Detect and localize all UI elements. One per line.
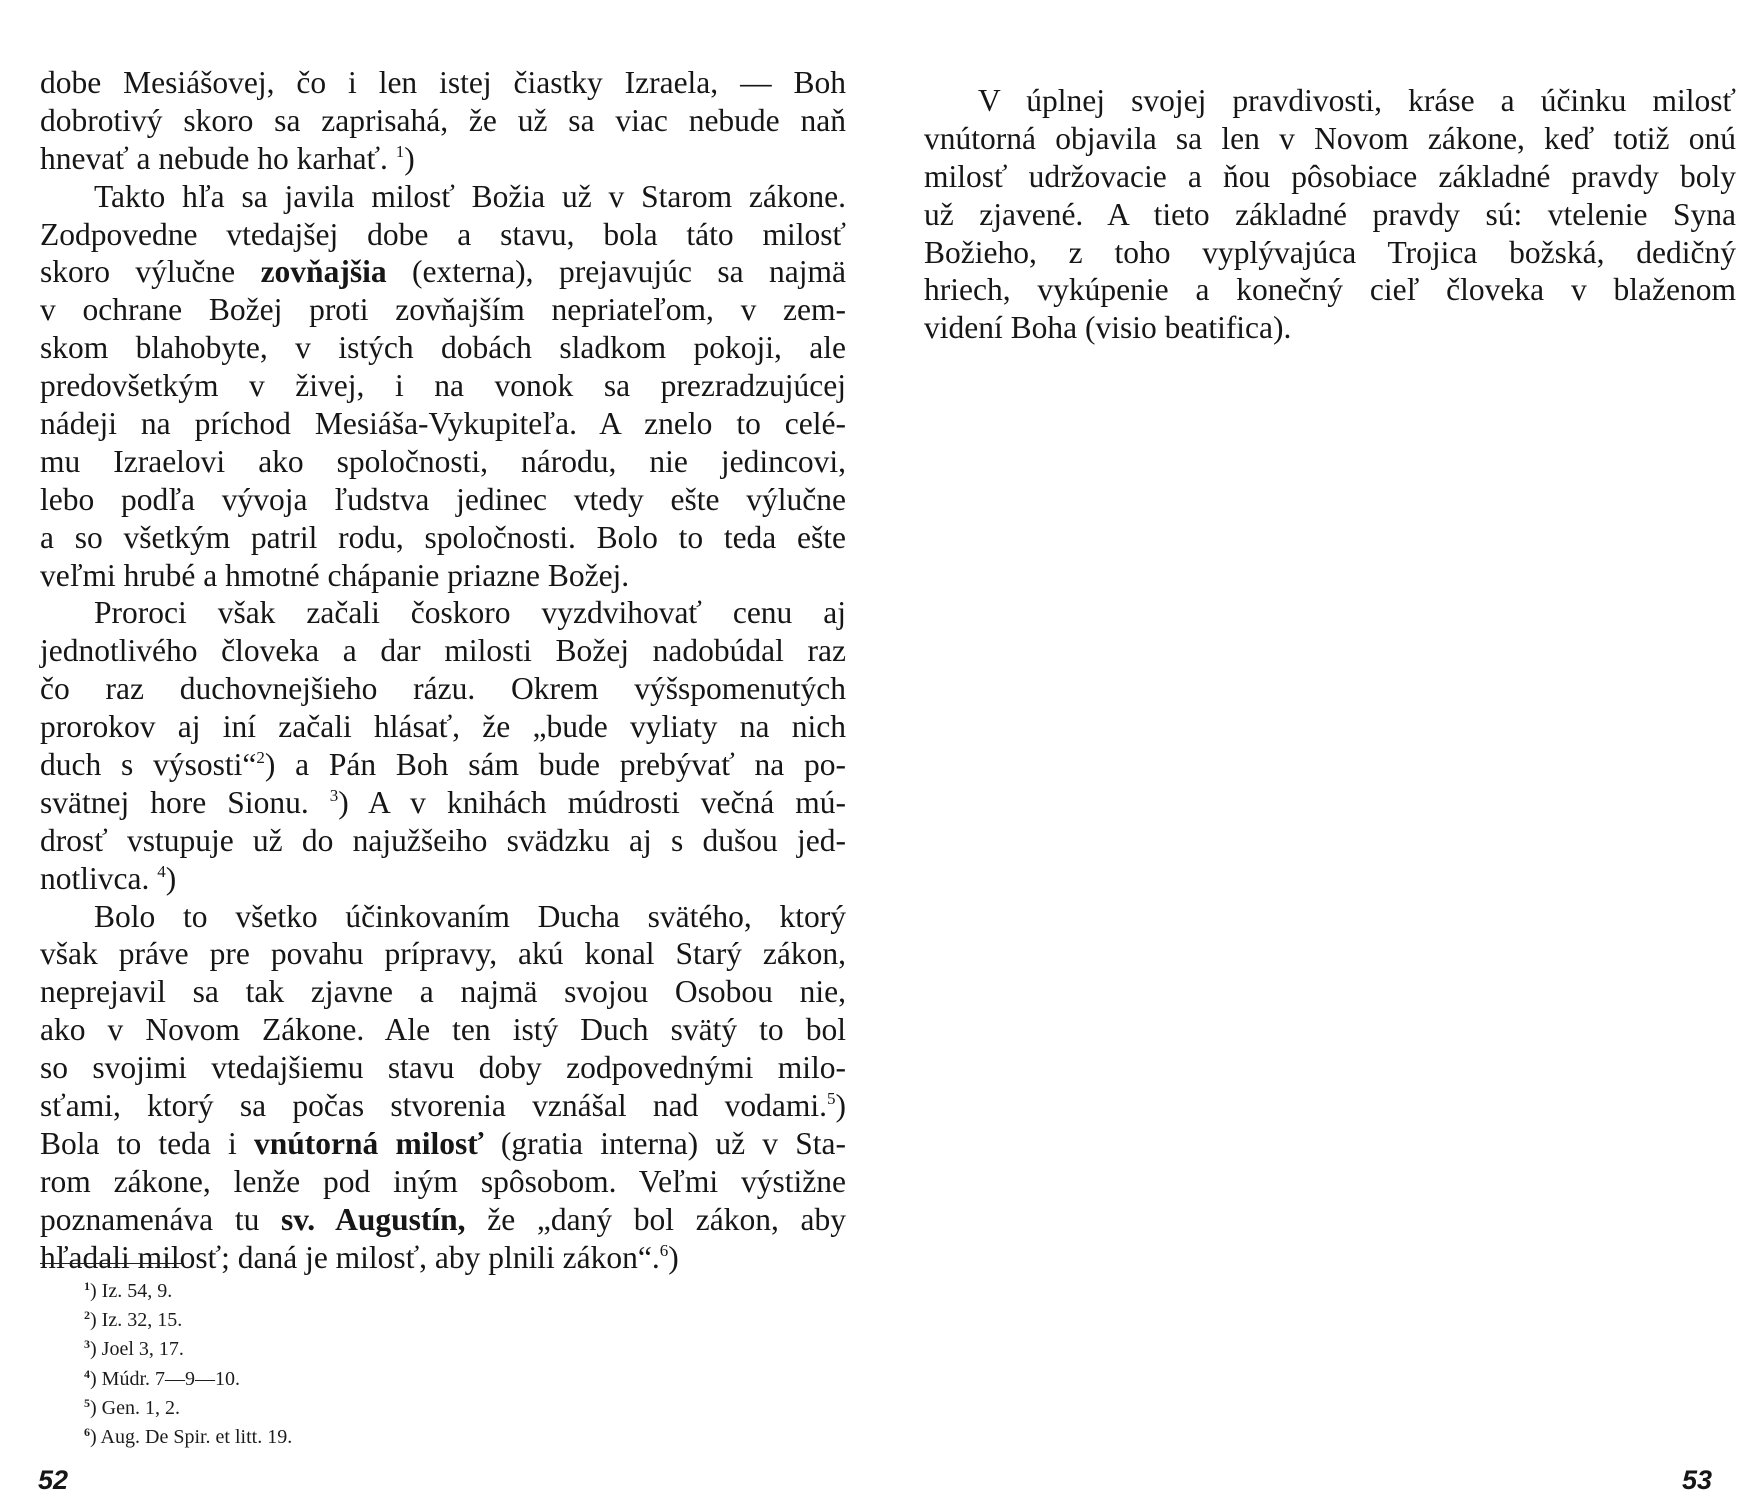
text-line: hriech, vykúpenie a konečný cieľ človeka v blaženom (924, 272, 1736, 308)
footnote: $^4$) Múdr. 7—9—10. (84, 1366, 240, 1390)
text-line: sťami, ktorý sa počas stvorenia vznášal nad vodami.$^5$) (40, 1088, 846, 1124)
text-line: Zodpovedne vtedajšej dobe a stavu, bola táto milosť (40, 216, 846, 252)
bold-term: vnútorná milosť (254, 1125, 484, 1161)
text-line: svätnej hore Sionu. $^3$) A v knihách múdrosti večná mú- (40, 784, 847, 820)
footnote-ref: 1 (395, 141, 405, 161)
paragraph-start-line: Proroci však začali čoskoro vyzdvihovať cenu aj (94, 595, 846, 631)
text-line: a so všetkým patril rodu, spoločnosti. Bolo to teda ešte (40, 519, 846, 555)
paragraph-start-line: Bolo to všetko účinkovaním Ducha svätého, ktorý (94, 898, 846, 934)
text-line: hnevať a nebude ho karhať. $^1$) (40, 140, 415, 176)
footnote: $^1$) Iz. 54, 9. (84, 1279, 173, 1302)
footnote-ref: 6 (659, 1240, 669, 1260)
footnote-divider (40, 1263, 184, 1264)
text-line: však práve pre povahu prípravy, akú konal Starý zákon, (40, 936, 846, 972)
bold-term: zovňajšia (260, 254, 387, 290)
text-line: prorokov aj iní začali hlásať, že „bude vyliaty na nich (40, 709, 846, 745)
text-line: skoro výlučne zovňajšia (externa), prejavujúc sa najmä (40, 254, 846, 290)
footnote: $^6$) Aug. De Spir. et litt. 19. (84, 1425, 293, 1449)
text-line: Bola to teda i vnútorná milosť (gratia interna) už v Sta- (40, 1125, 846, 1161)
text-line: predovšetkým v živej, i na vonok sa prezradzujúcej (40, 368, 846, 404)
page-number: 53 (1682, 1465, 1713, 1495)
footnote: $^3$) Joel 3, 17. (84, 1337, 184, 1361)
text-line: veľmi hrubé a hmotné chápanie priazne Božej. (40, 557, 630, 593)
text-line: videní Boha (visio beatifica). (924, 310, 1292, 346)
text-line: v ochrane Božej proti zovňajším nepriateľom, v zem- (40, 292, 846, 328)
text-line: už zjavené. A tieto základné pravdy sú: vtelenie Syna (924, 196, 1736, 232)
text-line: lebo podľa vývoja ľudstva jedinec vtedy ešte výlučne (40, 481, 846, 517)
text-line: neprejavil sa tak zjavne a najmä svojou Osobou nie, (40, 974, 846, 1010)
text-line: rom zákone, lenže pod iným spôsobom. Veľmi výstižne (40, 1163, 846, 1199)
bold-name: sv. Augustín, (281, 1201, 466, 1237)
text-line: mu Izraelovi ako spoločnosti, národu, nie jedincovi, (40, 443, 846, 479)
text-line: vnútorná objavila sa len v Novom zákone, keď totiž onú (924, 120, 1736, 156)
page-number: 52 (38, 1465, 69, 1495)
text-line: Božieho, z toho vyplývajúca Trojica božská, dedičný (924, 234, 1736, 270)
footnote: $^2$) Iz. 32, 15. (84, 1308, 183, 1332)
text-line: dobe Mesiášovej, čo i len istej čiastky Izraela, — Boh (40, 65, 846, 100)
paragraph-start-line: Takto hľa sa javila milosť Božia už v Starom zákone. (94, 178, 846, 214)
footnote-ref: 2 (256, 748, 265, 768)
text-line: čo raz duchovnejšieho rázu. Okrem výšspomenutých (40, 671, 846, 707)
text-line: hľadali milosť; daná je milosť, aby plnili zákon“.$^6$) (40, 1239, 679, 1275)
left-page-body-text (40, 64, 846, 1277)
text-line: poznamenáva tu sv. Augustín, že „daný bol zákon, aby (40, 1201, 846, 1237)
footnote: $^5$) Gen. 1, 2. (84, 1395, 180, 1419)
footnotes (84, 1274, 292, 1449)
text-line: duch s výsosti“$^2$) a Pán Boh sám bude prebývať na po- (40, 747, 846, 783)
text-line: ako v Novom Zákone. Ale ten istý Duch svätý to bol (40, 1012, 846, 1048)
text-line: nádeji na príchod Mesiáša-Vykupiteľa. A znelo to celé- (40, 406, 846, 442)
paragraph-start-line: V úplnej svojej pravdivosti, kráse a účinku milosť (978, 83, 1736, 118)
right-page-body-text (924, 82, 1736, 347)
text-line: milosť udržovacie a ňou pôsobiace základné pravdy boly (924, 158, 1736, 194)
text-line: skom blahobyte, v istých dobách sladkom pokoji, ale (40, 330, 846, 366)
text-line: so svojimi vtedajšiemu stavu doby zodpovednými milo- (40, 1050, 846, 1086)
text-line: drosť vstupuje už do najužšeiho svädzku aj s dušou jed- (40, 822, 846, 858)
footnote-ref: 4 (157, 861, 166, 881)
footnote-ref: 5 (827, 1089, 836, 1109)
text-line: dobrotivý skoro sa zaprisahá, že už sa viac nebude naň (40, 102, 846, 138)
text-line: notlivca. $^4$) (40, 860, 177, 896)
footnote-ref: 3 (329, 785, 339, 805)
text-line: jednotlivého človeka a dar milosti Božej nadobúdal raz (40, 633, 846, 669)
right-page (876, 0, 1752, 1500)
